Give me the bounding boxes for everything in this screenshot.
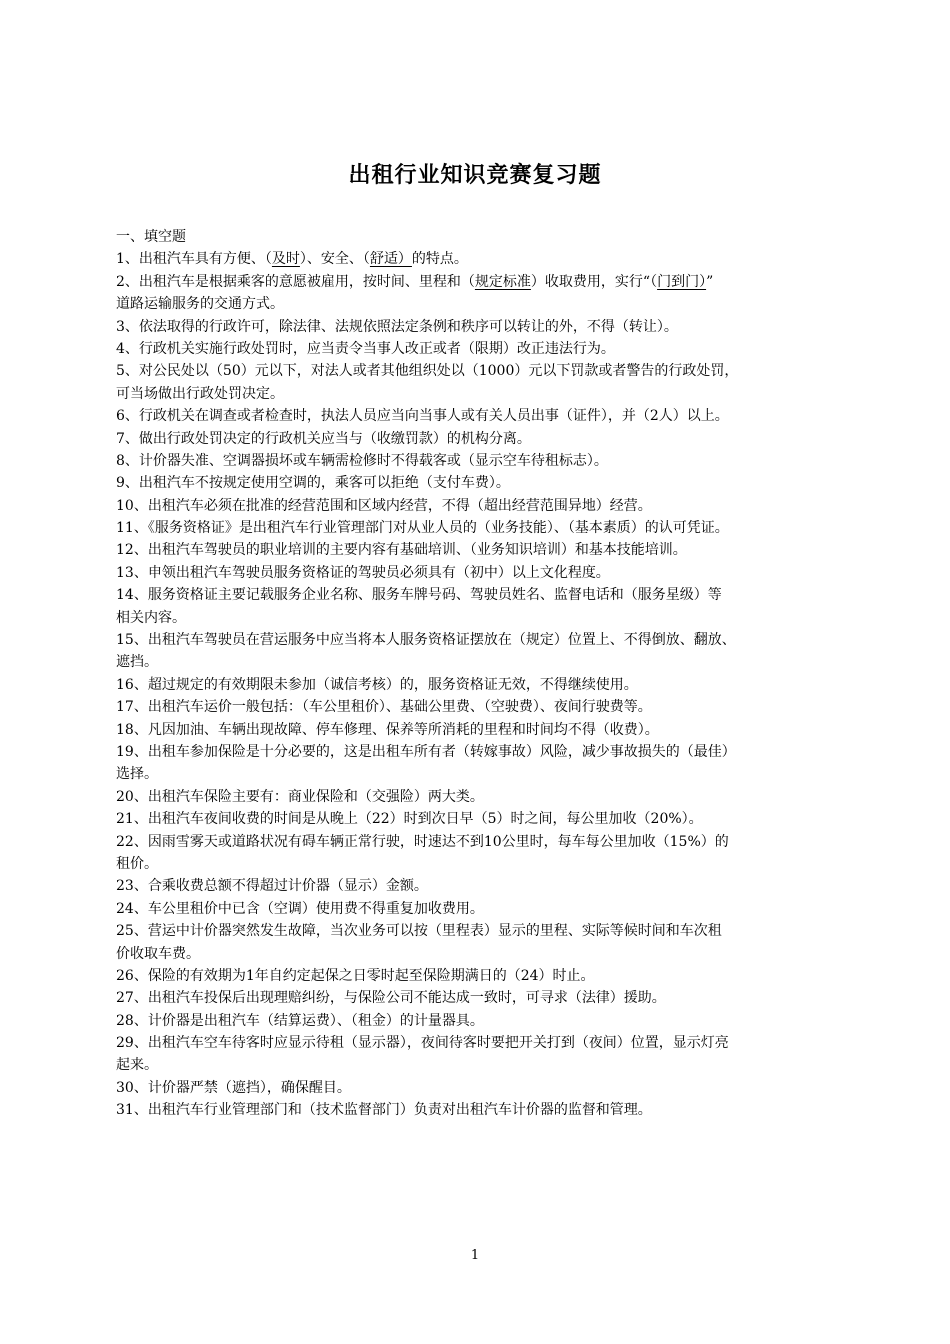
line-text: 19、出租车参加保险是十分必要的，这是出租车所有者（转嫁事故）风险，减少事故损失的（最佳） [116,743,736,760]
line-text: 起来。 [116,1057,158,1074]
text-line [116,1077,822,1099]
text-line [116,831,822,853]
line-text: 3、依法取得的行政许可，除法律、法规依照法定条例和秩序可以转让的外，不得（转让）。 [116,318,678,335]
line-text: 遮挡。 [116,654,158,671]
text-line [116,965,822,987]
line-text: 17、出租汽车运价一般包括：（车公里租价）、基础公里费、（空驶费）、夜间行驶费等。 [116,699,652,716]
text-line [116,316,822,338]
answer-blank: 规定标准 [474,273,531,290]
page-number: 1 [470,1248,480,1263]
text-line [116,450,822,472]
line-text: 22、因雨雪雾天或道路状况有碍车辆正常行驶，时速达不到10公里时，每车每公里加收（15%）的 [116,833,729,850]
text-line [116,539,822,561]
text-line [116,360,822,382]
line-text: 6、行政机关在调查或者检查时，执法人员应当向当事人或有关人员出事（证件），并（2人）以上。 [116,408,729,425]
text-line [116,1010,822,1032]
text-line [116,674,822,696]
section-heading: 一、填空题 [116,229,186,245]
line-text: 道路运输服务的交通方式。 [116,296,284,313]
line-text: 10、出租汽车必须在批准的经营范围和区域内经营，不得（超出经营范围异地）经营。 [116,497,652,514]
text-line [116,763,822,785]
text-line [116,338,822,360]
text-line [116,271,822,293]
text-line [116,1032,822,1054]
text-line [116,584,822,606]
line-text: 31、出租汽车行业管理部门和（技术监督部门）负责对出租汽车计价器的监督和管理。 [116,1102,652,1119]
line-text: 16、超过规定的有效期限未参加（诚信考核）的，服务资格证无效，不得继续使用。 [116,676,638,693]
answer-blank: 舒适） [369,251,412,268]
line-text: 2、出租汽车是根据乘客的意愿被雇用，按时间、里程和（ [116,273,475,290]
text-line [116,898,822,920]
line-text: 1、出租汽车具有方便、（ [116,251,272,268]
line-text: 11、《服务资格证》是出租汽车行业管理部门对从业人员的（业务技能）、（基本素质）的认可凭证。 [116,520,729,537]
line-text: 12、出租汽车驾驶员的职业培训的主要内容有基础培训、（业务知识培训）和基本技能培训。 [116,542,687,559]
text-line [116,383,822,405]
line-text: 24、车公里租价中已含（空调）使用费不得重复加收费用。 [116,900,484,917]
text-line [116,1099,822,1121]
document-body [116,226,822,1122]
text-line [116,1054,822,1076]
text-line [116,248,822,270]
line-text: 租价。 [116,855,158,872]
line-text: 25、营运中计价器突然发生故障，当次业务可以按（里程表）显示的里程、实际等候时间和车次租 [116,923,722,940]
text-line [116,405,822,427]
line-text: 30、计价器严禁（遮挡），确保醒目。 [116,1079,351,1096]
text-line [116,719,822,741]
line-text: 15、出租汽车驾驶员在营运服务中应当将本人服务资格证摆放在（规定）位置上、不得倒放、翻放、 [116,632,736,649]
text-line [116,629,822,651]
line-text: 可当场做出行政处罚决定。 [116,385,284,402]
line-text: ” [706,273,714,290]
text-line [116,651,822,673]
text-line [116,472,822,494]
line-text: ）、安全、（ [299,251,370,268]
text-line [116,943,822,965]
text-line [116,808,822,830]
answer-blank: 门到门） [657,273,707,290]
line-text: 14、服务资格证主要记载服务企业名称、服务车牌号码、驾驶员姓名、监督电话和（服务星级）等 [116,587,722,604]
line-text: 的特点。 [411,251,468,268]
document-title: 出租行业知识竞赛复习题 [348,163,602,188]
line-text: 27、出租汽车投保后出现理赔纠纷，与保险公司不能达成一致时，可寻求（法律）援助。 [116,990,666,1007]
line-text: 8、计价器失准、空调器损坏或车辆需检修时不得载客或（显示空车待租标志）。 [116,452,608,469]
text-line [116,562,822,584]
line-text: ）收取费用，实行“（ [530,273,658,290]
line-text: 20、出租汽车保险主要有：商业保险和（交强险）两大类。 [116,788,484,805]
line-text: 价收取车费。 [116,945,200,962]
text-line [116,517,822,539]
question-list [116,248,822,1121]
line-text: 28、计价器是出租汽车（结算运费）、（租金）的计量器具。 [116,1012,484,1029]
line-text: 7、做出行政处罚决定的行政机关应当与（收缴罚款）的机构分离。 [116,430,531,447]
text-line [116,428,822,450]
answer-blank: 及时 [271,251,300,268]
text-line [116,920,822,942]
line-text: 选择。 [116,766,158,783]
line-text: 5、对公民处以（50）元以下，对法人或者其他组织处以（1000）元以下罚款或者警告的行政处罚， [116,363,739,380]
text-line [116,495,822,517]
line-text: 18、凡因加油、车辆出现故障、停车修理、保养等所消耗的里程和时间均不得（收费）。 [116,721,659,738]
text-line [116,696,822,718]
line-text: 相关内容。 [116,609,186,626]
line-text: 21、出租汽车夜间收费的时间是从晚上（22）时到次日早（5）时之间，每公里加收（20%）。 [116,811,703,828]
line-text: 29、出租汽车空车待客时应显示待租（显示器），夜间待客时要把开关打到（夜间）位置，显示灯亮 [116,1035,729,1052]
line-text: 13、申领出租汽车驾驶员服务资格证的驾驶员必须具有（初中）以上文化程度。 [116,564,610,581]
text-line [116,875,822,897]
text-line [116,293,822,315]
text-line [116,607,822,629]
line-text: 23、合乘收费总额不得超过计价器（显示）金额。 [116,878,428,895]
line-text: 9、出租汽车不按规定使用空调的，乘客可以拒绝（支付车费）。 [116,475,510,492]
text-line [116,786,822,808]
text-line [116,741,822,763]
text-line [116,853,822,875]
line-text: 4、行政机关实施行政处罚时，应当责令当事人改正或者（限期）改正违法行为。 [116,340,615,357]
line-text: 26、保险的有效期为1年自约定起保之日零时起至保险期满日的（24）时止。 [116,967,595,984]
text-line [116,987,822,1009]
